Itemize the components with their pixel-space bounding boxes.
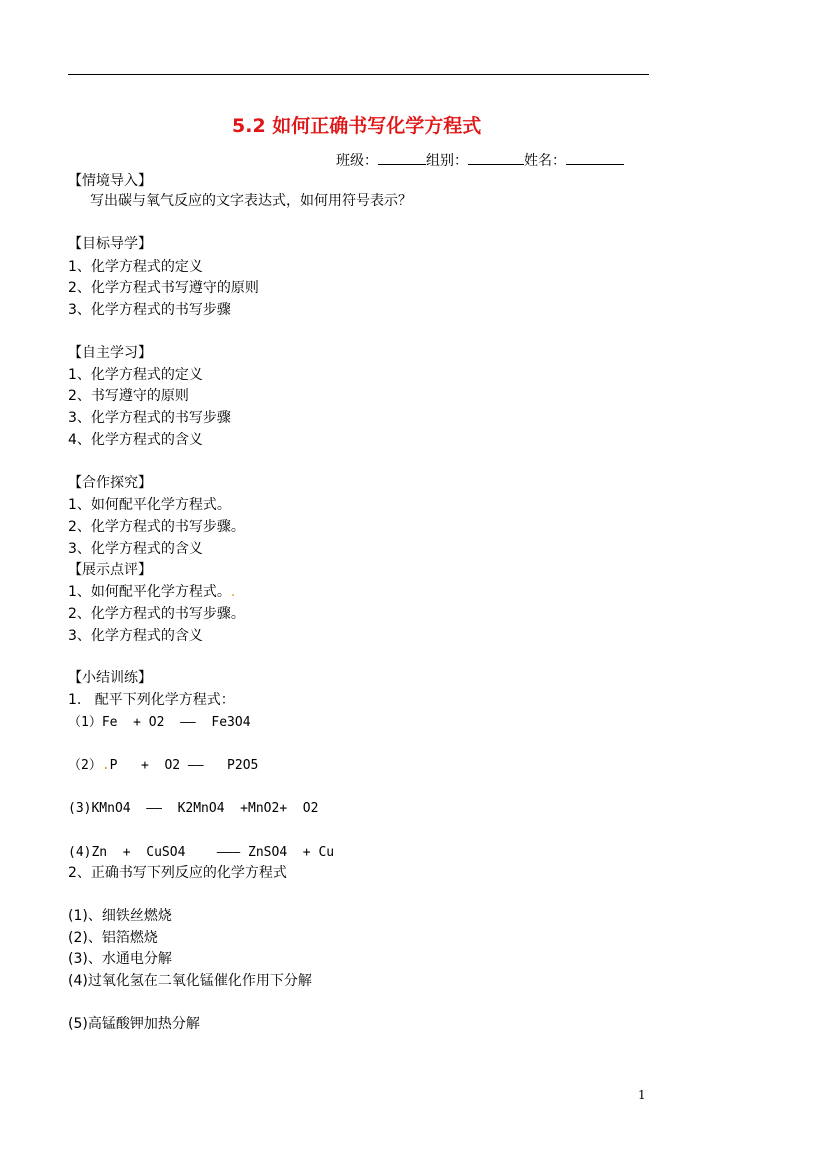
equation-3: (3)KMnO4 —— K2MnO4 +MnO2+ O2 <box>68 801 319 816</box>
group-blank <box>468 150 524 165</box>
group-label: 组别： <box>426 153 468 169</box>
practice-item: (4)过氧化氢在二氧化锰催化作用下分解 <box>68 973 312 989</box>
self-study-item: 1、化学方程式的定义 <box>68 367 203 383</box>
equation-2-body: P + O2 —— P2O5 <box>109 758 259 773</box>
review-item-text: 1、如何配平化学方程式。 <box>68 584 231 600</box>
practice-item: (1)、细铁丝燃烧 <box>68 908 172 924</box>
equation-2-prefix: （2） <box>68 758 102 773</box>
practice-item: (3)、水通电分解 <box>68 951 172 967</box>
self-study-item: 3、化学方程式的书写步骤 <box>68 410 231 426</box>
header-rule <box>68 74 649 75</box>
goal-item: 2、化学方程式书写遵守的原则 <box>68 280 259 296</box>
practice-question-1: 1. 配平下列化学方程式： <box>68 692 235 708</box>
intro-text: 写出碳与氧气反应的文字表达式，如何用符号表示？ <box>90 193 412 209</box>
cooperate-item: 3、化学方程式的含义 <box>68 541 203 557</box>
class-label: 班级： <box>336 153 378 169</box>
stray-mark: . <box>230 584 236 600</box>
cooperate-item: 1、如何配平化学方程式。 <box>68 497 231 513</box>
self-study-item: 4、化学方程式的含义 <box>68 432 203 448</box>
equation-1: （1）Fe + O2 —— Fe3O4 <box>68 715 251 730</box>
name-blank <box>566 150 624 165</box>
section-heading-cooperate: 【合作探究】 <box>68 475 152 491</box>
section-heading-practice: 【小结训练】 <box>68 670 152 686</box>
goal-item: 1、化学方程式的定义 <box>68 259 203 275</box>
practice-item: (5)高锰酸钾加热分解 <box>68 1016 200 1032</box>
section-heading-intro: 【情境导入】 <box>68 173 152 189</box>
stray-mark: . <box>101 758 110 773</box>
review-item: 2、化学方程式的书写步骤。 <box>68 606 245 622</box>
equation-4: (4)Zn + CuSO4 ——— ZnSO4 + Cu <box>68 845 335 860</box>
goal-item: 3、化学方程式的书写步骤 <box>68 302 231 318</box>
cooperate-item: 2、化学方程式的书写步骤。 <box>68 519 245 535</box>
info-line <box>336 150 624 170</box>
class-blank <box>378 150 426 165</box>
review-item <box>68 583 235 601</box>
section-heading-self-study: 【自主学习】 <box>68 345 152 361</box>
page-number: 1 <box>638 1088 646 1102</box>
section-heading-review: 【展示点评】 <box>68 562 152 578</box>
self-study-item: 2、书写遵守的原则 <box>68 388 189 404</box>
section-heading-goals: 【目标导学】 <box>68 236 152 252</box>
practice-question-2: 2、正确书写下列反应的化学方程式 <box>68 865 287 881</box>
review-item: 3、化学方程式的含义 <box>68 628 203 644</box>
page-title: 5.2 如何正确书写化学方程式 <box>232 115 482 137</box>
name-label: 姓名： <box>524 153 566 169</box>
practice-item: (2)、铝箔燃烧 <box>68 930 158 946</box>
equation-2 <box>68 757 258 775</box>
